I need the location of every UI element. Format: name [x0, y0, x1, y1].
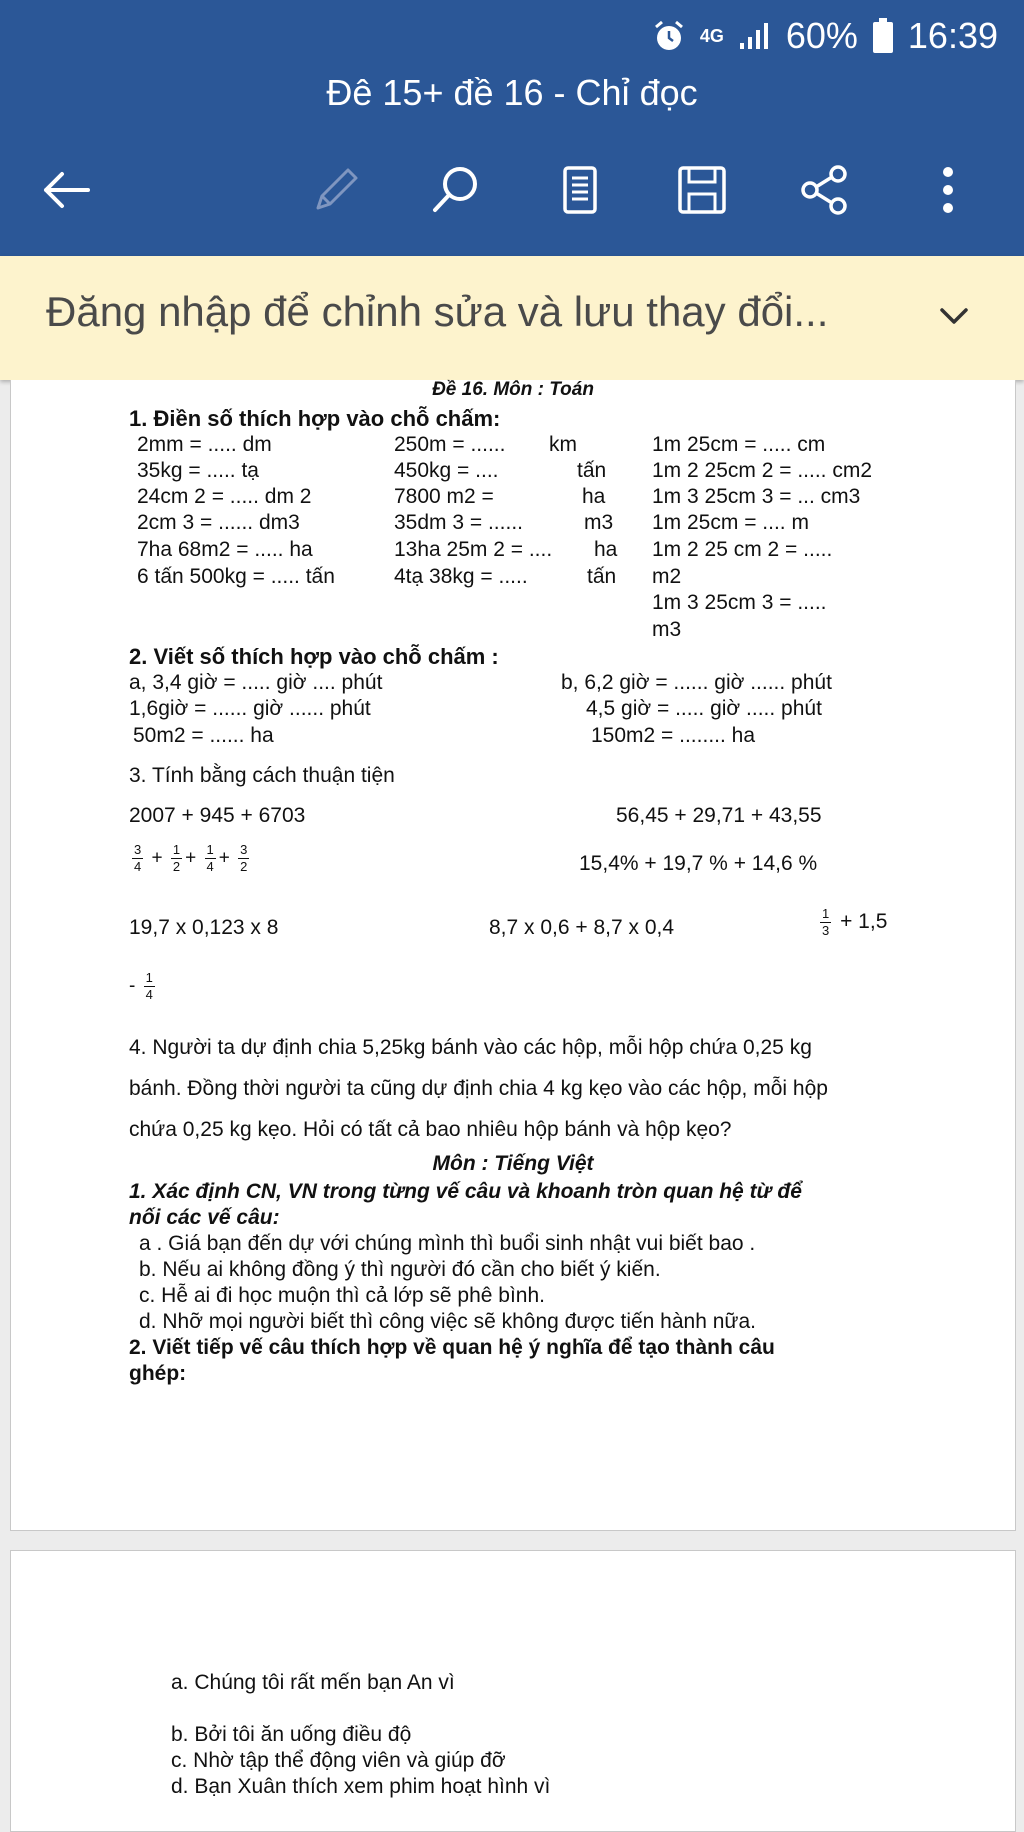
more-icon[interactable]	[908, 150, 988, 230]
document-page-1	[10, 380, 1016, 1531]
chevron-down-icon[interactable]	[930, 292, 978, 340]
document-title: Đê 15+ đề 16 - Chỉ đọc	[326, 72, 698, 113]
q2-title: 2. Viết số thích hợp vào chỗ chấm :	[129, 644, 499, 669]
network-type: 4G	[699, 25, 724, 46]
q1-cell: 1m 3 25cm 3 = ... cm3	[652, 485, 861, 508]
page2-item: d. Bạn Xuân thích xem phim hoạt hình vì	[171, 1775, 551, 1798]
q1-cell: 35kg = ..... tạ	[137, 459, 259, 482]
q3-title: 3. Tính bằng cách thuận tiện	[129, 764, 395, 787]
v2-title: 2. Viết tiếp vế câu thích hợp về quan hệ ý nghĩa để tạo thành câu	[129, 1336, 775, 1359]
banner-text: Đăng nhập để chỉnh sửa và lưu thay đổi...	[46, 288, 829, 335]
q1-cell: 1m 2 25cm 2 = ..... cm2	[652, 459, 872, 482]
fraction: $\frac{3}{4}$	[134, 842, 142, 874]
fraction: $\frac{3}{2}$	[240, 842, 248, 874]
clock: 16:39	[907, 15, 998, 56]
q2-left: a, 3,4 giờ = ..... giờ .... phút	[129, 671, 383, 694]
q1-cell: 24cm 2 = ..... dm 2	[137, 485, 312, 508]
q1-unit: km	[549, 433, 577, 456]
status-bar	[652, 14, 998, 58]
pencil-icon[interactable]	[296, 150, 376, 230]
q1-cell: 1m 25cm = .... m	[652, 511, 809, 534]
fraction: $\frac{1}{4}$	[206, 842, 214, 874]
page2-item: c. Nhờ tập thể động viên và giúp đỡ	[171, 1749, 506, 1772]
v1-title: 1. Xác định CN, VN trong từng vế câu và khoanh tròn quan hệ từ để	[129, 1180, 802, 1203]
q1-unit: ha	[582, 485, 606, 508]
alarm-icon	[652, 19, 686, 53]
share-icon[interactable]	[784, 150, 864, 230]
q1-cell: 2mm = ..... dm	[137, 433, 272, 456]
sign-in-banner[interactable]	[0, 256, 1024, 380]
fraction: $\frac{1}{3}$	[822, 906, 830, 938]
q1-title: 1. Điền số thích hợp vào chỗ chấm:	[129, 406, 501, 431]
q1-unit: tấn	[587, 565, 617, 588]
q3-expr: 19,7 x 0,123 x 8	[129, 916, 279, 939]
q1-cell: 4tạ 38kg = .....	[394, 565, 528, 588]
q3-expr-cont: - $\frac{1}{4}$	[129, 970, 153, 1002]
q1-unit: ha	[594, 538, 618, 561]
q4-line: chứa 0,25 kg kẹo. Hỏi có tất cả bao nhiêu hộp bánh và hộp kẹo?	[129, 1118, 732, 1141]
v1-item: b. Nếu ai không đồng ý thì người đó cần cho biết ý kiến.	[139, 1258, 661, 1281]
q1-cell: m3	[652, 618, 682, 641]
v1-item: a . Giá bạn đến dự với chúng mình thì buổi sinh nhật vui biết bao .	[139, 1232, 756, 1255]
q2-left: 1,6giờ = ...... giờ ...... phút	[129, 697, 371, 720]
save-icon[interactable]	[662, 150, 742, 230]
q3-expr: 15,4% + 19,7 % + 14,6 %	[579, 852, 818, 875]
fraction: $\frac{1}{4}$	[145, 970, 153, 1002]
q2-left: 50m2 = ...... ha	[133, 724, 274, 747]
q3-expr: 2007 + 945 + 6703	[129, 804, 306, 827]
q1-cell: 13ha 25m 2 = ....	[394, 538, 553, 561]
search-icon[interactable]	[416, 150, 496, 230]
page2-item: b. Bởi tôi ăn uống điều độ	[171, 1723, 412, 1746]
v1-title: nối các vế câu:	[129, 1206, 280, 1229]
battery-percent: 60%	[785, 15, 858, 56]
battery-icon	[872, 18, 894, 54]
math-heading: Đề 16. Môn : Toán	[432, 379, 594, 400]
q1-cell: 1m 25cm = ..... cm	[652, 433, 826, 456]
q3-expr: 56,45 + 29,71 + 43,55	[616, 804, 822, 827]
q2-right: b, 6,2 giờ = ...... giờ ...... phút	[561, 671, 832, 694]
q1-cell: 450kg = ....	[394, 459, 499, 482]
back-arrow-icon[interactable]	[26, 150, 106, 230]
v1-item: c. Hễ ai đi học muộn thì cả lớp sẽ phê bình.	[139, 1284, 546, 1307]
q2-right: 4,5 giờ = ..... giờ ..... phút	[586, 697, 822, 720]
q1-cell: 1m 2 25 cm 2 = .....	[652, 538, 833, 561]
fraction: $\frac{1}{2}$	[172, 842, 181, 874]
q2-right: 150m2 = ........ ha	[591, 724, 756, 747]
q1-unit: tấn	[577, 459, 607, 482]
toolbar	[0, 150, 1024, 230]
document-page-2	[10, 1550, 1016, 1832]
page2-item: a. Chúng tôi rất mến bạn An vì	[171, 1671, 455, 1694]
q1-cell: 250m = ......	[394, 433, 506, 456]
q3-fraction-sum: $\frac{3}{4}$ + $\frac{1}{2}$ + $\frac{1}{4}$ + $\frac{3}{2}$	[134, 842, 248, 874]
q1-cell: 35dm 3 = ......	[394, 511, 523, 534]
q1-cell: 6 tấn 500kg = ..... tấn	[137, 565, 335, 588]
reading-view-icon[interactable]	[540, 150, 620, 230]
q3-expr: 8,7 x 0,6 + 8,7 x 0,4	[489, 916, 675, 939]
q1-cell: 1m 3 25cm 3 = .....	[652, 591, 827, 614]
q1-cell: m2	[652, 565, 682, 588]
v2-title: ghép:	[129, 1362, 187, 1385]
q4-line: bánh. Đồng thời người ta cũng dự định chia 4 kg kẹo vào các hộp, mỗi hộp	[129, 1077, 828, 1100]
viet-heading: Môn : Tiếng Việt	[432, 1152, 594, 1175]
q1-unit: m3	[584, 511, 614, 534]
app-bar	[0, 0, 1024, 256]
signal-icon	[738, 21, 772, 51]
q4-line: 4. Người ta dự định chia 5,25kg bánh vào các hộp, mỗi hộp chứa 0,25 kg	[129, 1036, 812, 1059]
q3-expr: $\frac{1}{3}$ + 1,5	[822, 906, 888, 938]
v1-item: d. Nhỡ mọi người biết thì công việc sẽ không được tiến hành nữa.	[139, 1310, 756, 1333]
q1-cell: 7ha 68m2 = ..... ha	[137, 538, 313, 561]
q1-cell: 2cm 3 = ...... dm3	[137, 511, 300, 534]
q1-cell: 7800 m2 =	[394, 485, 494, 508]
